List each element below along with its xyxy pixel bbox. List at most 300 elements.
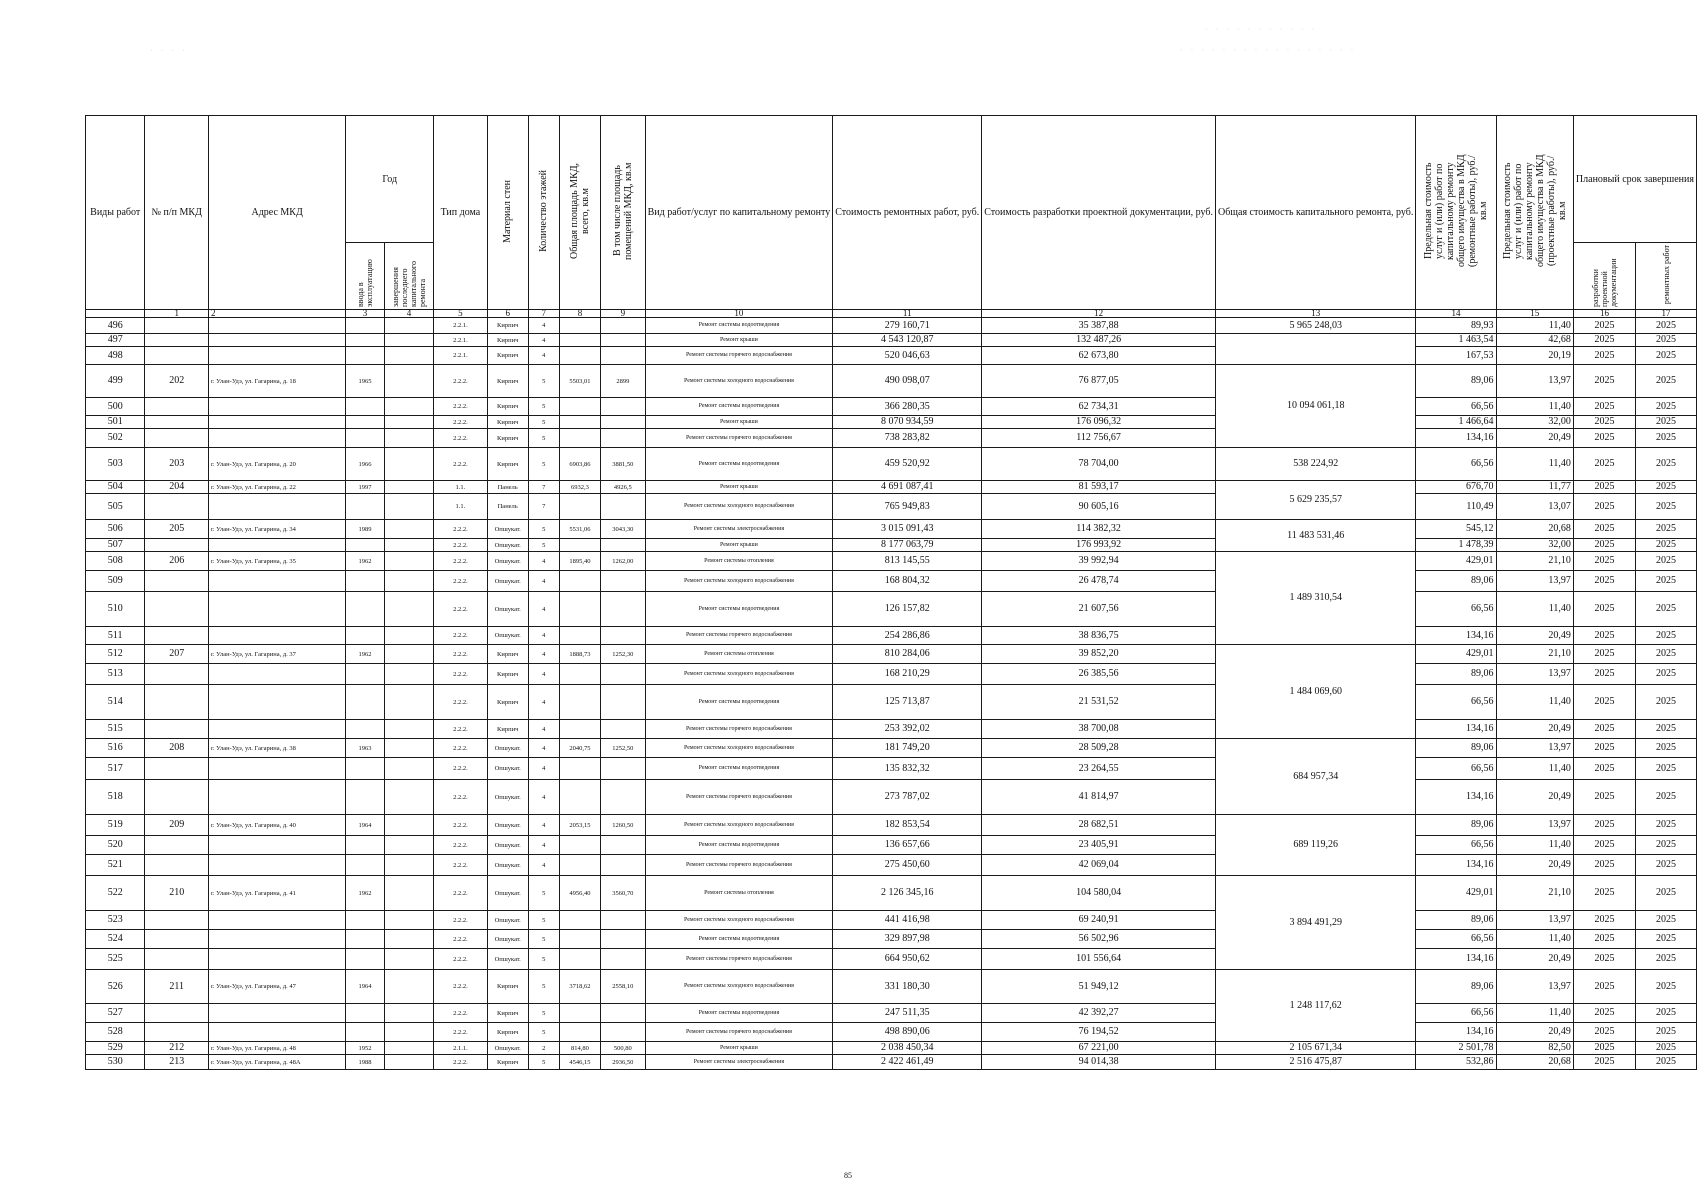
- cost-design: 39 852,20: [982, 645, 1216, 664]
- deadline-repair: 2025: [1636, 539, 1697, 552]
- limit-design: 11,40: [1496, 398, 1573, 416]
- row-number: 515: [86, 720, 145, 739]
- limit-design: 20,68: [1496, 1055, 1573, 1070]
- cost-repair: 279 160,71: [833, 318, 982, 334]
- cost-design: 76 877,05: [982, 365, 1216, 398]
- area-living: 1262,00: [601, 552, 645, 571]
- work-type: Ремонт системы горячего водоснабжения: [645, 780, 833, 815]
- limit-repair: 134,16: [1416, 1023, 1496, 1042]
- header-year: Год: [346, 116, 434, 243]
- year-repair: [384, 416, 433, 429]
- column-number-row: [86, 310, 1697, 318]
- house-type: 2.2.2.: [434, 739, 488, 758]
- cost-design: 41 814,97: [982, 780, 1216, 815]
- cost-repair: 273 787,02: [833, 780, 982, 815]
- cost-design: 62 734,31: [982, 398, 1216, 416]
- wall-material: Кирпич: [487, 1055, 528, 1070]
- floors: 4: [528, 592, 559, 627]
- deadline-design: 2025: [1573, 876, 1635, 911]
- mkd-number: [145, 836, 209, 855]
- cost-design: 112 756,67: [982, 429, 1216, 448]
- work-type: Ремонт системы отопления: [645, 645, 833, 664]
- cost-repair: 3 015 091,43: [833, 520, 982, 539]
- limit-design: 11,40: [1496, 1004, 1573, 1023]
- limit-design: 20,49: [1496, 949, 1573, 970]
- year-commission: [346, 1004, 385, 1023]
- cost-repair: 490 098,07: [833, 365, 982, 398]
- area-total: 6932,3: [559, 481, 600, 494]
- floors: 5: [528, 539, 559, 552]
- limit-repair: 429,01: [1416, 876, 1496, 911]
- table-row: [86, 481, 1697, 494]
- work-type: Ремонт системы холодного водоснабжения: [645, 970, 833, 1004]
- work-type: Ремонт системы горячего водоснабжения: [645, 627, 833, 645]
- limit-repair: 110,49: [1416, 494, 1496, 520]
- area-total: [559, 1004, 600, 1023]
- wall-material: Кирпич: [487, 685, 528, 720]
- table-row: [86, 627, 1697, 645]
- mkd-number: 208: [145, 739, 209, 758]
- deadline-design: 2025: [1573, 347, 1635, 365]
- work-type: Ремонт системы отопления: [645, 552, 833, 571]
- cost-design: 21 607,56: [982, 592, 1216, 627]
- work-type: Ремонт системы холодного водоснабжения: [645, 815, 833, 836]
- deadline-design: 2025: [1573, 758, 1635, 780]
- deadline-repair: 2025: [1636, 592, 1697, 627]
- area-living: [601, 416, 645, 429]
- address: [209, 429, 346, 448]
- floors: 4: [528, 836, 559, 855]
- deadline-design: 2025: [1573, 318, 1635, 334]
- header-mkd-number: № п/п МКД: [145, 116, 209, 310]
- deadline-design: 2025: [1573, 1023, 1635, 1042]
- limit-design: 13,97: [1496, 815, 1573, 836]
- year-commission: 1965: [346, 365, 385, 398]
- deadline-repair: 2025: [1636, 416, 1697, 429]
- work-type: Ремонт системы водоотведения: [645, 448, 833, 481]
- work-type: Ремонт системы горячего водоснабжения: [645, 720, 833, 739]
- house-type: 2.2.2.: [434, 627, 488, 645]
- address: [209, 347, 346, 365]
- cost-design: 21 531,52: [982, 685, 1216, 720]
- address: г. Улан-Удэ, ул. Гагарина, д. 48: [209, 1042, 346, 1055]
- table-body: [86, 318, 1697, 1070]
- limit-design: 20,19: [1496, 347, 1573, 365]
- deadline-repair: 2025: [1636, 739, 1697, 758]
- cost-repair: 136 657,66: [833, 836, 982, 855]
- header-cost-design: Стоимость разработки проектной документации, руб.: [982, 116, 1216, 310]
- wall-material: Опшукат.: [487, 571, 528, 592]
- wall-material: Опшукат.: [487, 949, 528, 970]
- limit-design: 20,49: [1496, 855, 1573, 876]
- table-row: [86, 720, 1697, 739]
- limit-design: 11,40: [1496, 758, 1573, 780]
- work-type: Ремонт системы горячего водоснабжения: [645, 429, 833, 448]
- year-repair: [384, 911, 433, 930]
- area-living: [601, 539, 645, 552]
- limit-design: 20,49: [1496, 720, 1573, 739]
- year-repair: [384, 664, 433, 685]
- row-number: 510: [86, 592, 145, 627]
- area-total: [559, 416, 600, 429]
- row-number: 511: [86, 627, 145, 645]
- cost-design: 28 509,28: [982, 739, 1216, 758]
- area-total: 2053,15: [559, 815, 600, 836]
- address: [209, 836, 346, 855]
- limit-repair: 429,01: [1416, 552, 1496, 571]
- floors: 5: [528, 1004, 559, 1023]
- area-living: [601, 855, 645, 876]
- year-commission: [346, 758, 385, 780]
- wall-material: Кирпич: [487, 448, 528, 481]
- deadline-design: 2025: [1573, 481, 1635, 494]
- limit-repair: 1 466,64: [1416, 416, 1496, 429]
- cost-repair: 8 177 063,79: [833, 539, 982, 552]
- address: г. Улан-Удэ, ул. Гагарина, д. 41: [209, 876, 346, 911]
- area-living: [601, 836, 645, 855]
- limit-design: 11,40: [1496, 592, 1573, 627]
- wall-material: Кирпич: [487, 347, 528, 365]
- cost-repair: 765 949,83: [833, 494, 982, 520]
- table-row: [86, 930, 1697, 949]
- mkd-number: [145, 855, 209, 876]
- limit-design: 11,40: [1496, 930, 1573, 949]
- address: г. Улан-Удэ, ул. Гагарина, д. 20: [209, 448, 346, 481]
- row-number: 529: [86, 1042, 145, 1055]
- limit-design: 21,10: [1496, 552, 1573, 571]
- deadline-design: 2025: [1573, 416, 1635, 429]
- year-repair: [384, 855, 433, 876]
- floors: 4: [528, 552, 559, 571]
- row-number: 498: [86, 347, 145, 365]
- cost-total: 684 957,34: [1216, 739, 1416, 815]
- deadline-repair: 2025: [1636, 429, 1697, 448]
- wall-material: Кирпич: [487, 1004, 528, 1023]
- area-living: [601, 685, 645, 720]
- cost-repair: 664 950,62: [833, 949, 982, 970]
- address: г. Улан-Удэ, ул. Гагарина, д. 38: [209, 739, 346, 758]
- cost-design: 81 593,17: [982, 481, 1216, 494]
- header-deadline-design: разработки проектной документации: [1573, 243, 1635, 310]
- area-total: 6903,86: [559, 448, 600, 481]
- header-work-kind: Виды работ: [86, 116, 145, 310]
- column-number: 16: [1573, 310, 1635, 318]
- year-repair: [384, 592, 433, 627]
- year-commission: 1962: [346, 876, 385, 911]
- year-commission: [346, 855, 385, 876]
- work-type: Ремонт системы холодного водоснабжения: [645, 494, 833, 520]
- work-type: Ремонт крыши: [645, 539, 833, 552]
- floors: 5: [528, 1055, 559, 1070]
- header-year-commission: ввода в эксплуатацию: [346, 243, 385, 310]
- mkd-number: 205: [145, 520, 209, 539]
- column-number: [86, 310, 145, 318]
- limit-repair: 429,01: [1416, 645, 1496, 664]
- wall-material: Опшукат.: [487, 911, 528, 930]
- table-row: [86, 520, 1697, 539]
- floors: 4: [528, 318, 559, 334]
- row-number: 505: [86, 494, 145, 520]
- wall-material: Опшукат.: [487, 780, 528, 815]
- limit-repair: 134,16: [1416, 627, 1496, 645]
- limit-design: 13,07: [1496, 494, 1573, 520]
- floors: 4: [528, 645, 559, 664]
- deadline-design: 2025: [1573, 970, 1635, 1004]
- floors: 4: [528, 855, 559, 876]
- cost-repair: 254 286,86: [833, 627, 982, 645]
- cost-design: 56 502,96: [982, 930, 1216, 949]
- cost-total: 2 105 671,34: [1216, 1042, 1416, 1055]
- deadline-repair: 2025: [1636, 780, 1697, 815]
- year-commission: 1963: [346, 739, 385, 758]
- year-commission: 1966: [346, 448, 385, 481]
- floors: 5: [528, 416, 559, 429]
- cost-repair: 135 832,32: [833, 758, 982, 780]
- house-type: 2.2.1.: [434, 347, 488, 365]
- deadline-design: 2025: [1573, 571, 1635, 592]
- deadline-design: 2025: [1573, 836, 1635, 855]
- column-number: 17: [1636, 310, 1697, 318]
- area-living: 3560,70: [601, 876, 645, 911]
- column-number: 11: [833, 310, 982, 318]
- limit-repair: 2 501,78: [1416, 1042, 1496, 1055]
- deadline-design: 2025: [1573, 645, 1635, 664]
- house-type: 2.2.2.: [434, 685, 488, 720]
- deadline-design: 2025: [1573, 365, 1635, 398]
- row-number: 518: [86, 780, 145, 815]
- mkd-number: [145, 685, 209, 720]
- floors: 4: [528, 685, 559, 720]
- area-total: [559, 685, 600, 720]
- year-repair: [384, 1055, 433, 1070]
- year-repair: [384, 876, 433, 911]
- faint-text-top: · · · · · · · · · · ·: [1205, 25, 1318, 34]
- mkd-number: [145, 949, 209, 970]
- deadline-design: 2025: [1573, 664, 1635, 685]
- table-row: [86, 1055, 1697, 1070]
- header-limit-design: Предельная стоимость услуг и (или) работ по капитальному ремонту общего имущества в МКД (проектные работы), руб./кв.м: [1496, 116, 1573, 310]
- work-type: Ремонт системы водоотведения: [645, 836, 833, 855]
- column-number: 7: [528, 310, 559, 318]
- row-number: 506: [86, 520, 145, 539]
- deadline-repair: 2025: [1636, 758, 1697, 780]
- header-cost-repair: Стоимость ремонтных работ, руб.: [833, 116, 982, 310]
- deadline-design: 2025: [1573, 739, 1635, 758]
- floors: 5: [528, 949, 559, 970]
- cost-repair: 331 180,30: [833, 970, 982, 1004]
- deadline-repair: 2025: [1636, 1042, 1697, 1055]
- mkd-number: [145, 592, 209, 627]
- table-row: [86, 911, 1697, 930]
- year-repair: [384, 758, 433, 780]
- work-type: Ремонт системы электроснабжения: [645, 520, 833, 539]
- year-commission: [346, 539, 385, 552]
- year-repair: [384, 448, 433, 481]
- deadline-design: 2025: [1573, 552, 1635, 571]
- mkd-number: [145, 347, 209, 365]
- mkd-number: [145, 627, 209, 645]
- mkd-number: 204: [145, 481, 209, 494]
- floors: 7: [528, 481, 559, 494]
- cost-total: 689 119,26: [1216, 815, 1416, 876]
- wall-material: Опшукат.: [487, 876, 528, 911]
- mkd-number: [145, 1023, 209, 1042]
- house-type: 2.2.1.: [434, 318, 488, 334]
- cost-design: 62 673,80: [982, 347, 1216, 365]
- cost-repair: 738 283,82: [833, 429, 982, 448]
- header-wall-material: Материал стен: [487, 116, 528, 310]
- deadline-repair: 2025: [1636, 398, 1697, 416]
- row-number: 521: [86, 855, 145, 876]
- column-number: 4: [384, 310, 433, 318]
- deadline-design: 2025: [1573, 949, 1635, 970]
- deadline-design: 2025: [1573, 520, 1635, 539]
- work-type: Ремонт системы водоотведения: [645, 398, 833, 416]
- area-living: [601, 758, 645, 780]
- row-number: 514: [86, 685, 145, 720]
- deadline-repair: 2025: [1636, 876, 1697, 911]
- header-work-type: Вид работ/услуг по капитальному ремонту: [645, 116, 833, 310]
- column-number: 9: [601, 310, 645, 318]
- work-type: Ремонт крыши: [645, 416, 833, 429]
- row-number: 520: [86, 836, 145, 855]
- table-row: [86, 739, 1697, 758]
- area-total: [559, 571, 600, 592]
- floors: 4: [528, 815, 559, 836]
- column-number: 5: [434, 310, 488, 318]
- wall-material: Панель: [487, 494, 528, 520]
- year-repair: [384, 970, 433, 1004]
- limit-design: 20,68: [1496, 520, 1573, 539]
- area-total: [559, 1023, 600, 1042]
- year-repair: [384, 1004, 433, 1023]
- year-repair: [384, 520, 433, 539]
- limit-repair: 66,56: [1416, 758, 1496, 780]
- address: г. Улан-Удэ, ул. Гагарина, д. 34: [209, 520, 346, 539]
- mkd-number: [145, 494, 209, 520]
- address: г. Улан-Удэ, ул. Гагарина, д. 18: [209, 365, 346, 398]
- deadline-repair: 2025: [1636, 970, 1697, 1004]
- table-row: [86, 365, 1697, 398]
- year-repair: [384, 949, 433, 970]
- year-repair: [384, 739, 433, 758]
- address: [209, 494, 346, 520]
- house-type: 2.2.2.: [434, 911, 488, 930]
- table-row: [86, 347, 1697, 365]
- mkd-number: 211: [145, 970, 209, 1004]
- house-type: 2.2.2.: [434, 1004, 488, 1023]
- deadline-design: 2025: [1573, 720, 1635, 739]
- limit-repair: 66,56: [1416, 685, 1496, 720]
- house-type: 2.2.2.: [434, 1023, 488, 1042]
- house-type: 2.2.2.: [434, 664, 488, 685]
- area-living: [601, 592, 645, 627]
- year-commission: [346, 911, 385, 930]
- table-row: [86, 836, 1697, 855]
- limit-repair: 134,16: [1416, 780, 1496, 815]
- table-row: [86, 592, 1697, 627]
- limit-repair: 89,06: [1416, 664, 1496, 685]
- cost-total: 10 094 061,18: [1216, 365, 1416, 448]
- column-number: 3: [346, 310, 385, 318]
- year-commission: [346, 836, 385, 855]
- table-row: [86, 416, 1697, 429]
- limit-repair: 1 463,54: [1416, 334, 1496, 347]
- header-deadline-repair: ремонтных работ: [1636, 243, 1697, 310]
- limit-repair: 89,06: [1416, 571, 1496, 592]
- year-repair: [384, 815, 433, 836]
- address: [209, 416, 346, 429]
- cost-repair: 182 853,54: [833, 815, 982, 836]
- area-total: [559, 911, 600, 930]
- limit-design: 11,40: [1496, 318, 1573, 334]
- table-row: [86, 949, 1697, 970]
- house-type: 2.2.2.: [434, 552, 488, 571]
- wall-material: Опшукат.: [487, 627, 528, 645]
- row-number: 517: [86, 758, 145, 780]
- column-number: 12: [982, 310, 1216, 318]
- limit-design: 82,50: [1496, 1042, 1573, 1055]
- cost-design: 42 069,04: [982, 855, 1216, 876]
- cost-total: 3 894 491,29: [1216, 876, 1416, 970]
- area-living: [601, 720, 645, 739]
- table-row: [86, 970, 1697, 1004]
- cost-repair: 2 126 345,16: [833, 876, 982, 911]
- address: г. Улан-Удэ, ул. Гагарина, д. 47: [209, 970, 346, 1004]
- address: [209, 855, 346, 876]
- year-repair: [384, 685, 433, 720]
- area-total: [559, 720, 600, 739]
- year-commission: [346, 571, 385, 592]
- deadline-design: 2025: [1573, 815, 1635, 836]
- cost-total: 5 965 248,03: [1216, 318, 1416, 334]
- cost-design: 38 836,75: [982, 627, 1216, 645]
- cost-total: [1216, 334, 1416, 365]
- address: г. Улан-Удэ, ул. Гагарина, д. 40: [209, 815, 346, 836]
- cost-design: 28 682,51: [982, 815, 1216, 836]
- deadline-design: 2025: [1573, 627, 1635, 645]
- limit-design: 11,77: [1496, 481, 1573, 494]
- row-number: 504: [86, 481, 145, 494]
- row-number: 503: [86, 448, 145, 481]
- house-type: 2.2.2.: [434, 571, 488, 592]
- area-living: 2899: [601, 365, 645, 398]
- area-total: [559, 318, 600, 334]
- area-living: [601, 911, 645, 930]
- row-number: 507: [86, 539, 145, 552]
- mkd-number: [145, 334, 209, 347]
- year-repair: [384, 645, 433, 664]
- year-repair: [384, 539, 433, 552]
- floors: 5: [528, 398, 559, 416]
- wall-material: Опшукат.: [487, 520, 528, 539]
- year-repair: [384, 481, 433, 494]
- limit-repair: 66,56: [1416, 592, 1496, 627]
- table-row: [86, 1004, 1697, 1023]
- floors: 4: [528, 627, 559, 645]
- limit-repair: 89,06: [1416, 365, 1496, 398]
- year-repair: [384, 836, 433, 855]
- row-number: 500: [86, 398, 145, 416]
- table-row: [86, 552, 1697, 571]
- mkd-number: [145, 664, 209, 685]
- deadline-design: 2025: [1573, 780, 1635, 815]
- year-commission: [346, 334, 385, 347]
- cost-total: 11 483 531,46: [1216, 520, 1416, 552]
- address: г. Улан-Удэ, ул. Гагарина, д. 48А: [209, 1055, 346, 1070]
- cost-design: 104 580,04: [982, 876, 1216, 911]
- year-repair: [384, 571, 433, 592]
